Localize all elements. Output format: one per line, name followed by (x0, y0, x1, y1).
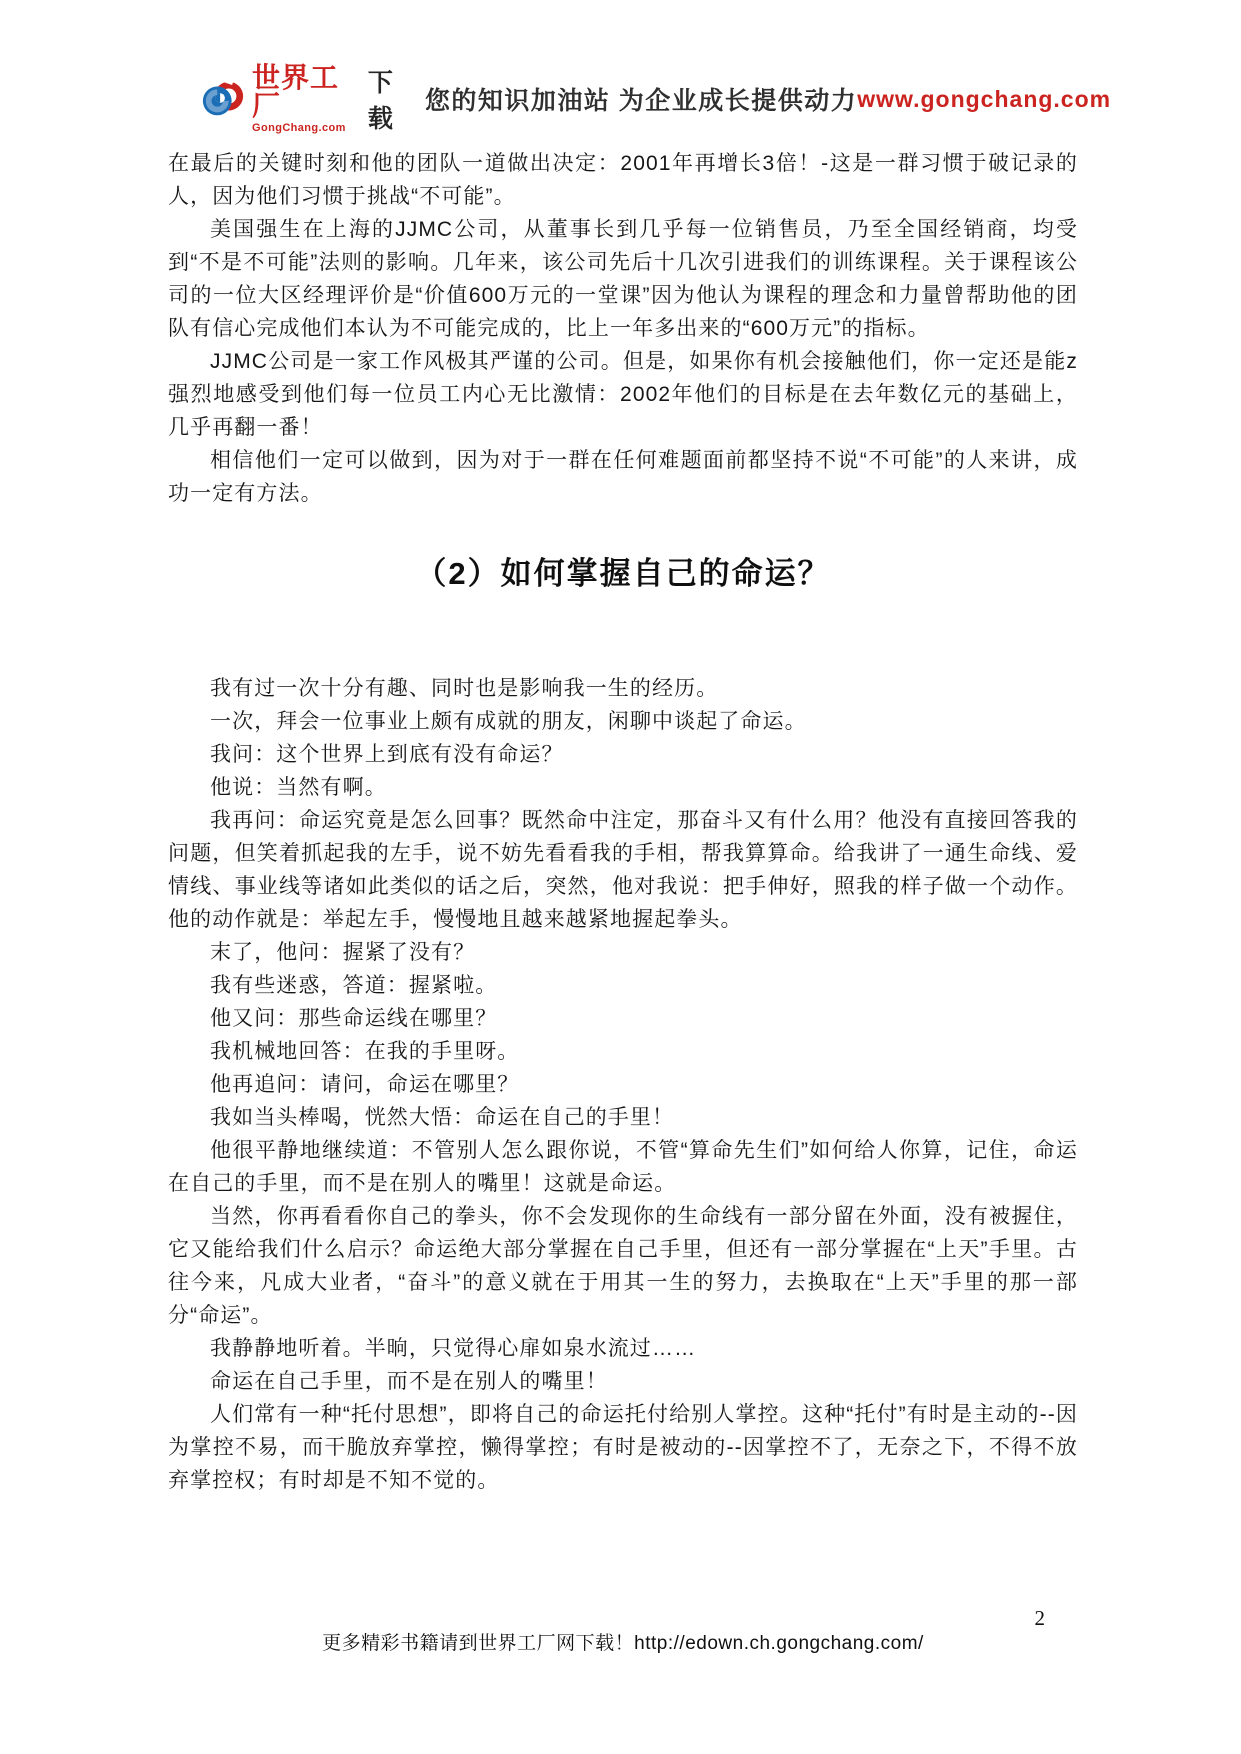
paragraph: 他很平静地继续道：不管别人怎么跟你说，不管“算命先生们”如何给人你算，记住，命运在自己的手里，而不是在别人的嘴里！这就是命运。 (168, 1139, 1078, 1195)
brand-domain: GongChang.com (252, 122, 346, 134)
paragraph: 在最后的关键时刻和他的团队一道做出决定：2001年再增长3倍！-这是一群习惯于破记录的人，因为他们习惯于挑战“不可能”。 (168, 152, 1078, 208)
paragraph: 我如当头棒喝，恍然大悟：命运在自己的手里！ (210, 1106, 675, 1129)
paragraph: 美国强生在上海的JJMC公司，从董事长到几乎每一位销售员，乃至全国经销商，均受到“不是不可能”法则的影响。几年来，该公司先后十几次引进我们的训练课程。关于课程该公司的一位大区经理评价是“价值600万元的一堂课”因为他认为课程的理念和力量曾帮助他的团队有信心完成他们本认为不可能完成的，比上一年多出来的“600万元”的指标。 (168, 218, 1078, 340)
paragraph: 人们常有一种“托付思想”，即将自己的命运托付给别人掌控。这种“托付”有时是主动的--因为掌控不易，而干脆放弃掌控，懒得掌控；有时是被动的--因掌控不了，无奈之下，不得不放弃掌控权；有时却是不知不觉的。 (168, 1403, 1078, 1492)
paragraph: 我有过一次十分有趣、同时也是影响我一生的经历。 (210, 677, 719, 700)
paragraph: 我问：这个世界上到底有没有命运？ (210, 743, 564, 766)
footer-note: 更多精彩书籍请到世界工厂网下载！http://edown.ch.gongchang.com/ (322, 1633, 924, 1654)
gongchang-logo-icon (200, 76, 246, 122)
section-heading: （2）如何掌握自己的命运？ (415, 556, 831, 591)
paragraph: 我静静地听着。半晌，只觉得心扉如泉水流过…… (210, 1337, 697, 1360)
paragraph: 他说：当然有啊。 (210, 776, 387, 799)
paragraph: 相信他们一定可以做到，因为对于一群在任何难题面前都坚持不说“不可能”的人来讲，成功一定有方法。 (168, 449, 1078, 505)
brand-text-block (252, 64, 346, 134)
paragraph: JJMC公司是一家工作风极其严谨的公司。但是，如果你有机会接触他们，你一定还是能z强烈地感受到他们每一位员工内心无比激情：2002年他们的目标是在去年数亿元的基础上，几乎再翻一番！ (168, 350, 1078, 439)
header-tagline: 您的知识加油站 为企业成长提供动力 (424, 87, 858, 115)
document-body (168, 147, 1078, 1497)
paragraph: 末了，他问：握紧了没有？ (210, 941, 476, 964)
paragraph: 命运在自己手里，而不是在别人的嘴里！ (210, 1370, 608, 1393)
paragraph: 我机械地回答：在我的手里呀。 (210, 1040, 520, 1063)
paragraph: 一次，拜会一位事业上颇有成就的朋友，闲聊中谈起了命运。 (210, 710, 807, 733)
gongchang-logo (200, 64, 346, 134)
page-header (200, 62, 1112, 134)
paragraph: 我再问：命运究竟是怎么回事？既然命中注定，那奋斗又有什么用？他没有直接回答我的问题，但笑着抓起我的左手，说不妨先看看我的手相，帮我算算命。给我讲了一通生命线、爱情线、事业线等诸如此类似的话之后，突然，他对我说：把手伸好，照我的样子做一个动作。他的动作就是：举起左手，慢慢地且越来越紧地握起拳头。 (168, 809, 1078, 931)
paragraph: 他再追问：请问，命运在哪里？ (210, 1073, 520, 1096)
paragraph: 当然，你再看看你自己的拳头，你不会发现你的生命线有一部分留在外面，没有被握住，它又能给我们什么启示？命运绝大部分掌握在自己手里，但还有一部分掌握在“上天”手里。古往今来，凡成大业者，“奋斗”的意义就在于用其一生的努力，去换取在“上天”手里的那一部分“命运”。 (168, 1205, 1078, 1327)
header-website-url: www.gongchang.com (857, 85, 1112, 112)
page-footer (168, 1628, 1078, 1655)
download-label: 下载 (367, 69, 395, 133)
paragraph: 他又问：那些命运线在哪里？ (210, 1007, 498, 1030)
brand-name: 世界工厂 (252, 62, 340, 121)
paragraph: 我有些迷惑，答道：握紧啦。 (210, 974, 498, 997)
page-number: 2 (1034, 1606, 1045, 1630)
